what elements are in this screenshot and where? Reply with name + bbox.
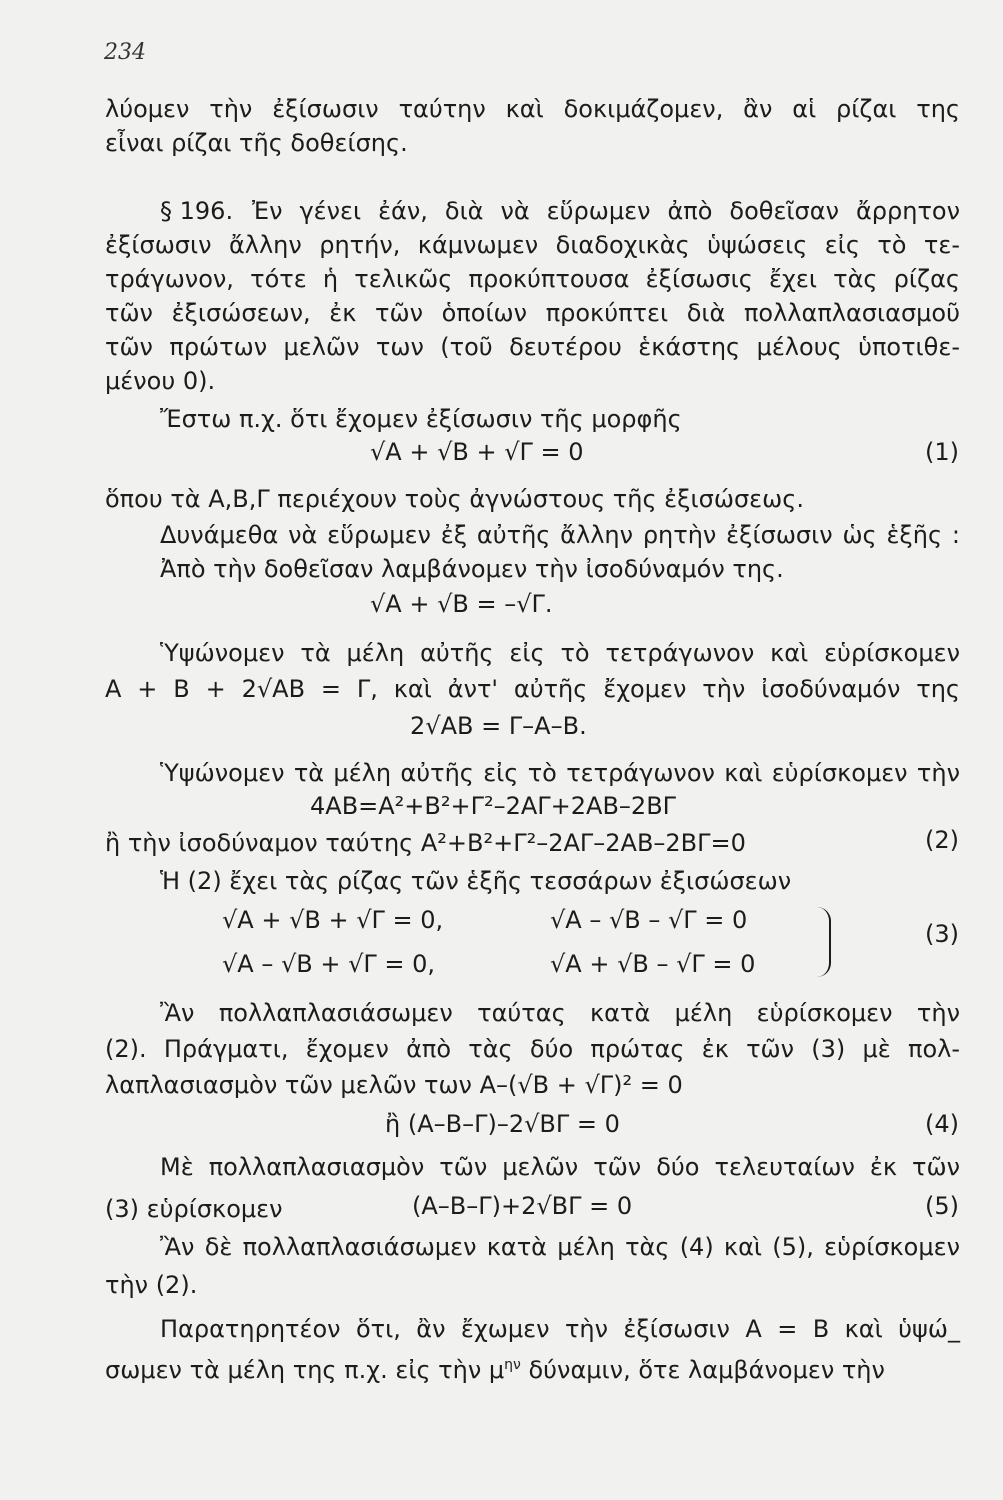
equation: (Α–Β–Γ)+2√ΒΓ = 0 [412, 1192, 633, 1220]
section-number: § 196. [160, 197, 234, 225]
text-line: (2). Πράγματι, ἔχομεν ἀπὸ τὰς δύο πρώτας ἐκ τῶν (3) μὲ πολ- [105, 1035, 960, 1063]
equation-number: (2) [925, 826, 959, 854]
equation-number: (4) [925, 1110, 959, 1138]
equation: 4ΑΒ=Α²+Β²+Γ²–2ΑΓ+2ΑΒ–2ΒΓ [310, 792, 677, 820]
text-line: Ἐν γένει ἐάν, διὰ νὰ εὕρωμεν ἀπὸ δοθεῖσαν ἄρρητον [252, 197, 960, 225]
page-number: 234 [104, 40, 146, 65]
text-line: Μὲ πολλαπλασιασμὸν τῶν μελῶν τῶν δύο τελευταίων ἐκ τῶν [160, 1153, 960, 1181]
equation: √A + √B – √Γ = 0 [550, 950, 756, 978]
text-line: εἶναι ρίζαι τῆς δοθείσης. [105, 129, 408, 157]
equation: √A – √B + √Γ = 0, [222, 950, 436, 978]
right-brace [815, 907, 831, 977]
text-line: Ὑψώνομεν τὰ μέλη αὐτῆς εἰς τὸ τετράγωνον καὶ εὑρίσκομεν [160, 639, 960, 667]
superscript: ην [504, 1357, 521, 1373]
text-line: Α + Β + 2√ΑΒ = Γ, καὶ ἀντ' αὐτῆς ἔχομεν τὴν ἰσοδύναμόν της [105, 675, 960, 703]
text-line: (3) εὑρίσκομεν [105, 1195, 283, 1223]
equation-number: (1) [925, 438, 959, 466]
equation-number: (5) [925, 1192, 959, 1220]
text-line: Παρατηρητέον ὅτι, ἂν ἔχωμεν τὴν ἐξίσωσιν Α = Β καὶ ὑψώ_ [160, 1315, 960, 1343]
text-line: ἐξίσωσιν ἄλλην ρητήν, κάμνωμεν διαδοχικὰς ὑψώσεις εἰς τὸ τε- [105, 231, 960, 259]
equation: ἢ (Α–Β–Γ)–2√ΒΓ = 0 [385, 1110, 620, 1138]
text-line: μένου 0). [105, 367, 216, 395]
text-line: ἢ τὴν ἰσοδύναμον ταύτης Α²+Β²+Γ²–2ΑΓ–2ΑΒ–2ΒΓ=0 [105, 829, 746, 857]
equation: √A + √B + √Γ = 0, [222, 906, 444, 934]
text-line: Ἂν δὲ πολλαπλασιάσωμεν κατὰ μέλη τὰς (4) καὶ (5), εὑρίσκομεν [160, 1233, 960, 1261]
text-line: Ὑψώνομεν τὰ μέλη αὐτῆς εἰς τὸ τετράγωνον καὶ εὑρίσκομεν τὴν [160, 759, 960, 787]
text-line: Ἀπὸ τὴν δοθεῖσαν λαμβάνομεν τὴν ἰσοδύναμόν της. [160, 555, 784, 583]
text-line: τῶν πρώτων μελῶν των (τοῦ δευτέρου ἑκάστης μέλους ὑποτιθε- [105, 333, 960, 361]
text-fragment: σωμεν τὰ μέλη της π.χ. εἰς τὴν μ [105, 1356, 505, 1384]
text-line: τὴν (2). [105, 1271, 198, 1299]
equation: √A + √B = –√Γ. [370, 590, 553, 618]
equation: 2√ΑΒ = Γ–Α–Β. [410, 712, 587, 740]
text-line: τῶν ἐξισώσεων, ἐκ τῶν ὁποίων προκύπτει διὰ πολλαπλασιασμοῦ [105, 299, 960, 327]
text-line: Ἔστω π.χ. ὅτι ἔχομεν ἐξίσωσιν τῆς μορφῆς [160, 405, 682, 433]
text-line: τράγωνον, τότε ἡ τελικῶς προκύπτουσα ἐξίσωσις ἔχει τὰς ρίζας [105, 265, 960, 293]
text-line: λαπλασιασμὸν τῶν μελῶν των Α–(√Β + √Γ)² = 0 [105, 1071, 683, 1099]
text-line: Ἂν πολλαπλασιάσωμεν ταύτας κατὰ μέλη εὑρίσκομεν τὴν [160, 999, 960, 1027]
equation: √A – √B – √Γ = 0 [550, 906, 748, 934]
text-fragment: δύναμιν, ὅτε λαμβάνομεν τὴν [528, 1356, 885, 1384]
text-line: ὅπου τὰ Α,Β,Γ περιέχουν τοὺς ἀγνώστους τῆς ἐξισώσεως. [105, 485, 804, 513]
text-line: Ἡ (2) ἔχει τὰς ρίζας τῶν ἑξῆς τεσσάρων ἐξισώσεων [160, 867, 792, 895]
text-line: λύομεν τὴν ἐξίσωσιν ταύτην καὶ δοκιμάζομεν, ἂν αἱ ρίζαι της [105, 95, 960, 123]
text-line [105, 1348, 960, 1387]
text-line: Δυνάμεθα νὰ εὕρωμεν ἐξ αὐτῆς ἄλλην ρητὴν ἐξίσωσιν ὡς ἑξῆς : [160, 521, 960, 549]
equation: √A + √B + √Γ = 0 [370, 438, 584, 466]
equation-number: (3) [925, 920, 959, 948]
